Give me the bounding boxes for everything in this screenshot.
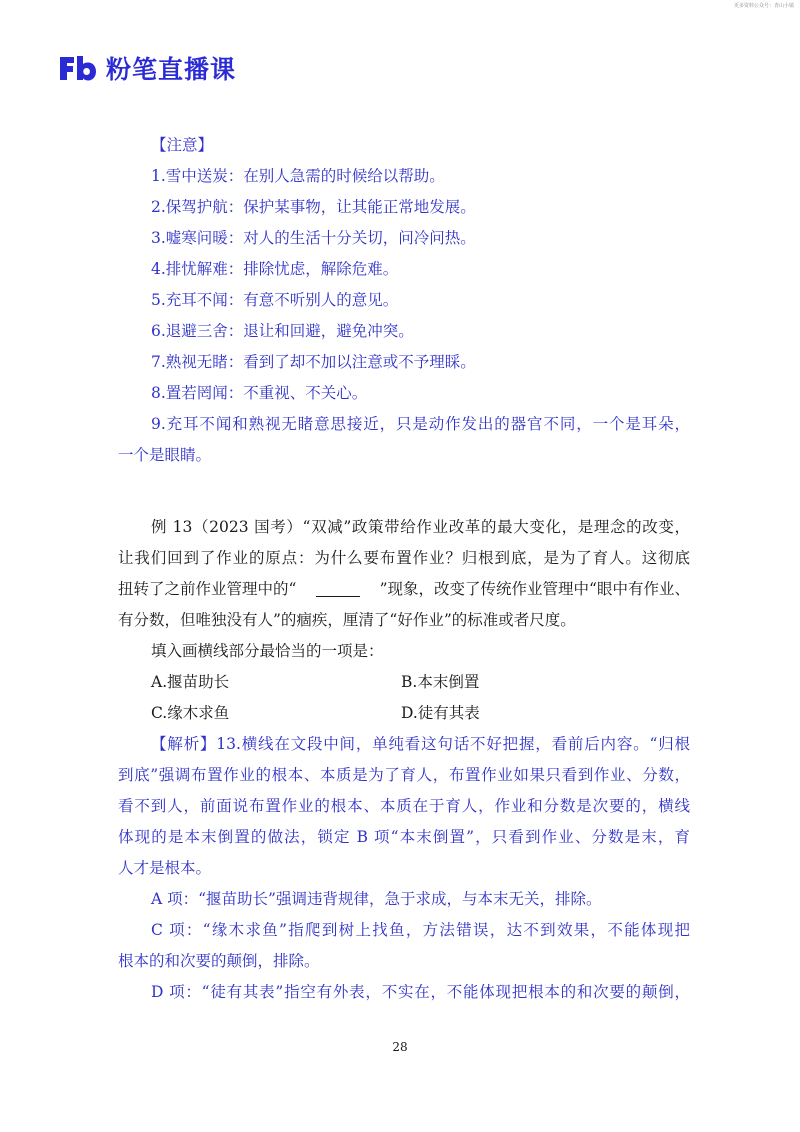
- page-number: 28: [392, 1040, 408, 1054]
- fill-blank: [316, 582, 360, 597]
- question-stem: 有分数，但唯独没有人”的痼疾，厘清了“好作业”的标准或者尺度。: [118, 611, 576, 629]
- page-content: [118, 130, 690, 1008]
- note-item: 7.熟视无睹：看到了却不加以注意或不予理睬。: [151, 353, 476, 371]
- question-stem: 例 13（2023 国考）“双减”政策带给作业改革的最大变化，是理念的改变，: [151, 518, 690, 536]
- analysis-option-d: D 项：“徒有其表”指空有外表，不实在，不能体现把根本的和次要的颠倒，: [151, 983, 690, 1001]
- option-d: D.徒有其表: [401, 704, 480, 722]
- note-item: 5.充耳不闻：有意不听别人的意见。: [151, 291, 399, 309]
- option-a: A.揠苗助长: [151, 673, 230, 691]
- note-item: 6.退避三舍：退让和回避，避免冲突。: [151, 322, 414, 340]
- question-prompt: 填入画横线部分最恰当的一项是：: [151, 642, 384, 660]
- note-item-continued: 一个是眼睛。: [118, 446, 212, 464]
- analysis-line: 人才是根本。: [118, 859, 212, 877]
- analysis-line: 【解析】13.横线在文段中间，单纯看这句话不好把握，看前后内容。“归根: [151, 735, 690, 753]
- question-stem: [118, 574, 690, 605]
- analysis-option-a: A 项：“揠苗助长”强调违背规律，急于求成，与本末无关，排除。: [151, 890, 602, 908]
- option-b: B.本末倒置: [401, 673, 480, 691]
- logo-text: 粉笔直播课: [106, 55, 237, 84]
- analysis-option-c: C 项：“缘木求鱼”指爬到树上找鱼，方法错误，达不到效果，不能体现把: [151, 921, 690, 939]
- options-row: [118, 667, 690, 698]
- analysis-line: 到底”强调布置作业的根本、本质是为了育人，布置作业如果只看到作业、分数，: [118, 766, 690, 784]
- question-text: ”现象，改变了传统作业管理中“眼中有作业、: [379, 580, 690, 598]
- option-c: C.缘木求鱼: [151, 704, 230, 722]
- section-gap: [118, 471, 690, 512]
- analysis-option-c: 根本的和次要的颠倒，排除。: [118, 952, 320, 970]
- note-item: 9.充耳不闻和熟视无睹意思接近，只是动作发出的器官不同，一个是耳朵，: [151, 415, 690, 433]
- options-row: [118, 698, 690, 729]
- note-item: 8.置若罔闻：不重视、不关心。: [151, 384, 368, 402]
- note-item: 4.排忧解难：排除忧虑，解除危难。: [151, 260, 399, 278]
- note-item: 2.保驾护航：保护某事物，让其能正常地发展。: [151, 198, 476, 216]
- brand-logo: [58, 52, 236, 84]
- corner-note: 更多资料公众号：青山小镇: [733, 3, 794, 9]
- question-stem: 让我们回到了作业的原点：为什么要布置作业？归根到底，是为了育人。这彻底: [118, 549, 690, 567]
- note-item: 3.嘘寒问暖：对人的生活十分关切，问冷问热。: [151, 229, 476, 247]
- fb-logo-icon: [58, 53, 98, 83]
- analysis-line: 体现的是本末倒置的做法，锁定 B 项“本末倒置”，只看到作业、分数是末，育: [118, 828, 690, 846]
- note-item: 1.雪中送炭：在别人急需的时候给以帮助。: [151, 167, 445, 185]
- note-heading: 【注意】: [151, 136, 214, 154]
- question-text: 扭转了之前作业管理中的“: [118, 580, 297, 598]
- analysis-line: 看不到人，前面说布置作业的根本、本质在于育人，作业和分数是次要的，横线: [118, 797, 690, 815]
